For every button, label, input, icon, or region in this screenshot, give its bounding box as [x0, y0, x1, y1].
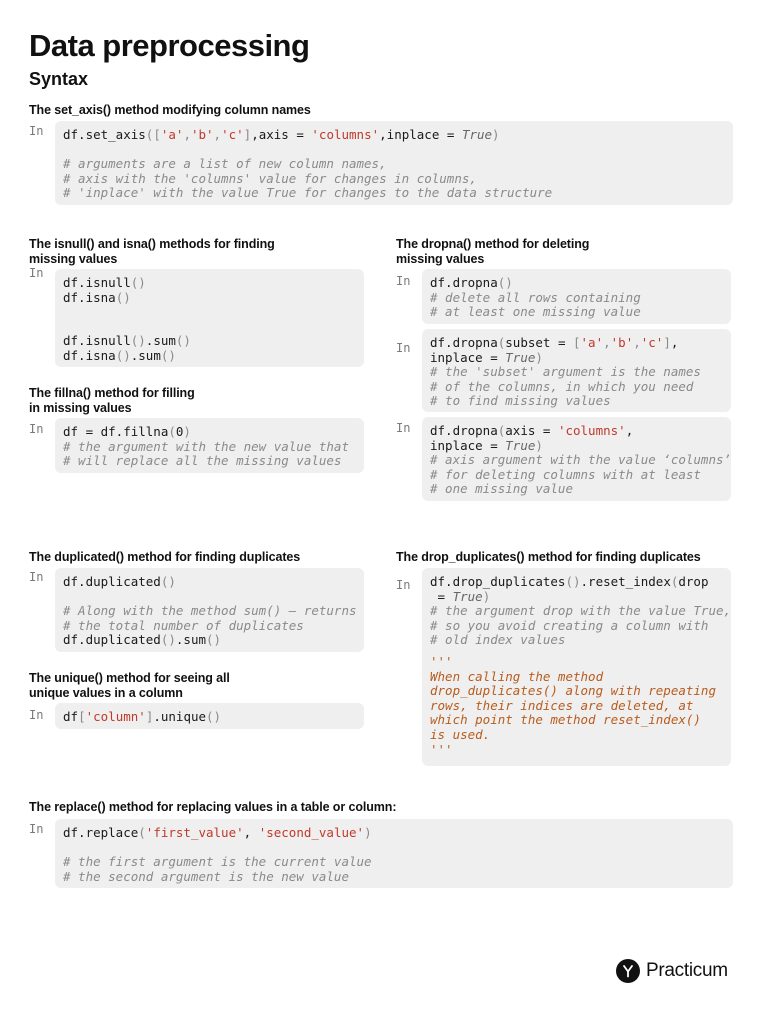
fillna-title: The fillna() method for filling in missing values [29, 386, 195, 415]
in-label: In [396, 341, 411, 355]
duplicated-title: The duplicated() method for finding duplicates [29, 550, 301, 564]
replace-title: The replace() method for replacing values in a table or column: [29, 800, 397, 814]
drop-duplicates-title: The drop_duplicates() method for finding duplicates [396, 550, 701, 564]
practicum-logo-icon [616, 959, 640, 983]
fillna-code-block: df = df.fillna(0) # the argument with the new value that # will replace all the missing values [55, 418, 364, 473]
dropna-code-block-1: df.dropna() # delete all rows containing # at least one missing value [422, 269, 731, 324]
set-axis-title: The set_axis() method modifying column names [29, 103, 311, 117]
in-label: In [29, 570, 44, 584]
in-label: In [396, 421, 411, 435]
page-subtitle: Syntax [29, 69, 89, 89]
logo-y-glyph-icon [621, 964, 635, 978]
isnull-code-block: df.isnull() df.isna() df.isnull().sum() df.isna().sum() [55, 269, 364, 367]
set-axis-code-block: df.set_axis(['a','b','c'],axis = 'columns',inplace = True) # arguments are a list of new column names, # axis with the 'columns' value for changes in columns, # 'inplace' with the value True for changes to the data structure [55, 121, 733, 205]
dropna-code-block-3: df.dropna(axis = 'columns', inplace = True) # axis argument with the value ‘columns’ # for deleting columns with at least # one missing value [422, 417, 731, 501]
duplicated-code-block: df.duplicated() # Along with the method sum() – returns # the total number of duplicates df.duplicated().sum() [55, 568, 364, 652]
in-label: In [29, 422, 44, 436]
in-label: In [396, 578, 411, 592]
replace-code-block: df.replace('first_value', 'second_value') # the first argument is the current value # the second argument is the new value [55, 819, 733, 888]
unique-code-block: df['column'].unique() [55, 703, 364, 729]
drop-duplicates-code-block: df.drop_duplicates().reset_index(drop = True) # the argument drop with the value True, # so you avoid creating a column with # old index values ''' When calling the method drop_duplicates() along with repeating rows, their indices are deleted, at which point the method reset_index() is used. ''' [422, 568, 731, 766]
practicum-brand-text: Practicum [646, 960, 728, 981]
in-label: In [29, 266, 44, 280]
unique-title: The unique() method for seeing all unique values in a column [29, 671, 230, 700]
isnull-title: The isnull() and isna() methods for finding missing values [29, 237, 275, 266]
practicum-logo [616, 958, 728, 984]
in-label: In [29, 708, 44, 722]
page-title: Data preprocessing [29, 28, 310, 63]
in-label: In [29, 822, 44, 836]
in-label: In [396, 274, 411, 288]
dropna-code-block-2: df.dropna(subset = ['a','b','c'], inplace = True) # the 'subset' argument is the names # of the columns, in which you need # to find missing values [422, 329, 731, 412]
dropna-title: The dropna() method for deleting missing values [396, 237, 590, 266]
in-label: In [29, 124, 44, 138]
